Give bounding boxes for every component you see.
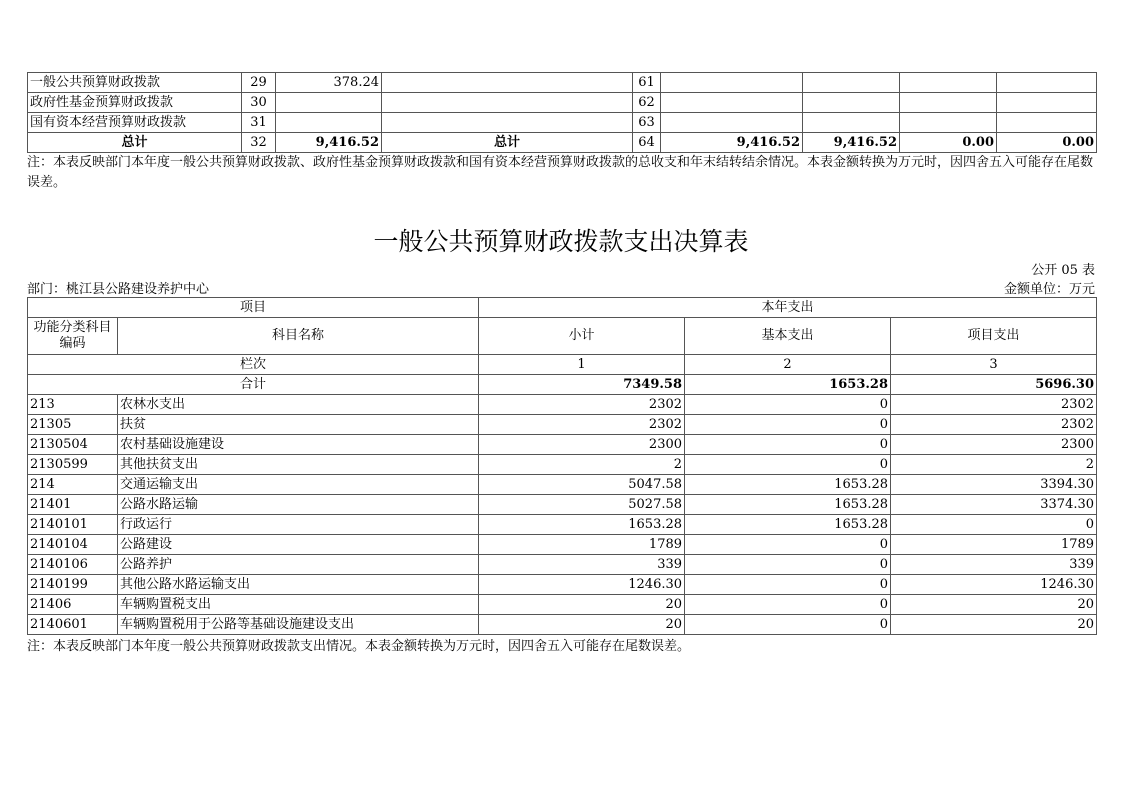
- subtotal-amount: 2300: [479, 435, 685, 455]
- table-row: [28, 535, 1097, 555]
- subtotal-amount: 2302: [479, 395, 685, 415]
- form-number: 公开 05 表: [1031, 263, 1095, 278]
- row-number-label: 栏次: [28, 355, 479, 375]
- expenditure-note: 注：本表反映部门本年度一般公共预算财政拨款支出情况。本表金额转换为万元时，因四舍五入可能存在尾数误差。: [27, 639, 691, 654]
- expense-item-label: [382, 93, 633, 113]
- project-expenditure: 20: [891, 615, 1097, 635]
- expense-item-label: [382, 113, 633, 133]
- expense-amount: [997, 73, 1097, 93]
- project-expenditure: 3394.30: [891, 475, 1097, 495]
- income-line-number: 30: [242, 93, 276, 113]
- basic-expenditure: 0: [685, 395, 891, 415]
- subject-code: 2140601: [28, 615, 118, 635]
- basic-expenditure: 0: [685, 555, 891, 575]
- income-item-label: 国有资本经营预算财政拨款: [28, 113, 242, 133]
- table-row: [28, 455, 1097, 475]
- subject-name: 行政运行: [118, 515, 479, 535]
- expense-item-label: [382, 73, 633, 93]
- total-project: 5696.30: [891, 375, 1097, 395]
- subtotal-amount: 5047.58: [479, 475, 685, 495]
- project-expenditure: 3374.30: [891, 495, 1097, 515]
- basic-expenditure: 0: [685, 415, 891, 435]
- header-project: 项目: [28, 298, 479, 318]
- subject-name: 其他公路水路运输支出: [118, 575, 479, 595]
- subject-name: 农林水支出: [118, 395, 479, 415]
- subject-name: 公路水路运输: [118, 495, 479, 515]
- expense-amount: [661, 113, 803, 133]
- table-row: [28, 615, 1097, 635]
- table-row: [28, 435, 1097, 455]
- subtotal-amount: 5027.58: [479, 495, 685, 515]
- expense-amount: [661, 73, 803, 93]
- subject-code: 2140199: [28, 575, 118, 595]
- subject-name: 农村基础设施建设: [118, 435, 479, 455]
- project-expenditure: 2302: [891, 415, 1097, 435]
- subtotal-amount: 1653.28: [479, 515, 685, 535]
- basic-expenditure: 0: [685, 615, 891, 635]
- table-row: [28, 415, 1097, 435]
- col-number-3: 3: [891, 355, 1097, 375]
- subject-name: 公路建设: [118, 535, 479, 555]
- income-line-number: 31: [242, 113, 276, 133]
- subtotal-amount: 1246.30: [479, 575, 685, 595]
- project-expenditure: 2300: [891, 435, 1097, 455]
- basic-expenditure: 1653.28: [685, 515, 891, 535]
- project-expenditure: 20: [891, 595, 1097, 615]
- subtotal-amount: 20: [479, 615, 685, 635]
- expense-amount: [997, 93, 1097, 113]
- income-item-label: 政府性基金预算财政拨款: [28, 93, 242, 113]
- expense-total-amount: 0.00: [900, 133, 997, 153]
- income-total-line-number: 32: [242, 133, 276, 153]
- expense-amount: [900, 113, 997, 133]
- summary-table: [27, 72, 1097, 153]
- subject-name: 公路养护: [118, 555, 479, 575]
- project-expenditure: 339: [891, 555, 1097, 575]
- table-row: [28, 495, 1097, 515]
- col-subtotal-header: 小计: [479, 318, 685, 355]
- expense-line-number: 61: [633, 73, 661, 93]
- col-number-2: 2: [685, 355, 891, 375]
- subtotal-amount: 2: [479, 455, 685, 475]
- project-expenditure: 2: [891, 455, 1097, 475]
- basic-expenditure: 0: [685, 455, 891, 475]
- subject-code: 2130599: [28, 455, 118, 475]
- subject-code: 2140106: [28, 555, 118, 575]
- income-item-label: 一般公共预算财政拨款: [28, 73, 242, 93]
- summary-row: [28, 73, 1097, 93]
- subject-name: 交通运输支出: [118, 475, 479, 495]
- summary-row: [28, 93, 1097, 113]
- header-year-expenditure: 本年支出: [479, 298, 1097, 318]
- subject-code: 21406: [28, 595, 118, 615]
- basic-expenditure: 1653.28: [685, 475, 891, 495]
- project-expenditure: 1246.30: [891, 575, 1097, 595]
- total-basic: 1653.28: [685, 375, 891, 395]
- income-amount: [276, 93, 382, 113]
- basic-expenditure: 0: [685, 575, 891, 595]
- table-row: [28, 555, 1097, 575]
- expense-amount: [900, 73, 997, 93]
- basic-expenditure: 0: [685, 535, 891, 555]
- basic-expenditure: 1653.28: [685, 495, 891, 515]
- subject-name: 其他扶贫支出: [118, 455, 479, 475]
- subject-name: 车辆购置税支出: [118, 595, 479, 615]
- table-row: [28, 475, 1097, 495]
- expense-total-amount: 9,416.52: [661, 133, 803, 153]
- subject-name: 扶贫: [118, 415, 479, 435]
- income-amount: 378.24: [276, 73, 382, 93]
- table-row: [28, 575, 1097, 595]
- table-row: [28, 515, 1097, 535]
- expense-amount: [803, 93, 900, 113]
- col-project-header: 项目支出: [891, 318, 1097, 355]
- subject-code: 2140104: [28, 535, 118, 555]
- subject-name: 车辆购置税用于公路等基础设施建设支出: [118, 615, 479, 635]
- table-row: [28, 395, 1097, 415]
- page-title: 一般公共预算财政拨款支出决算表: [373, 227, 749, 256]
- subtotal-amount: 339: [479, 555, 685, 575]
- expense-total-amount: 9,416.52: [803, 133, 900, 153]
- amount-unit-label: 金额单位：万元: [1003, 282, 1095, 297]
- income-total-amount: 9,416.52: [276, 133, 382, 153]
- expense-amount: [997, 113, 1097, 133]
- income-line-number: 29: [242, 73, 276, 93]
- col-basic-header: 基本支出: [685, 318, 891, 355]
- expense-amount: [803, 73, 900, 93]
- income-amount: [276, 113, 382, 133]
- summary-row: [28, 113, 1097, 133]
- subject-code: 21305: [28, 415, 118, 435]
- subject-code: 213: [28, 395, 118, 415]
- subtotal-amount: 1789: [479, 535, 685, 555]
- subject-code: 2140101: [28, 515, 118, 535]
- subtotal-amount: 20: [479, 595, 685, 615]
- subject-code: 2130504: [28, 435, 118, 455]
- department-label: 部门：桃江县公路建设养护中心: [27, 282, 210, 297]
- project-expenditure: 1789: [891, 535, 1097, 555]
- summary-total-row: [28, 133, 1097, 153]
- col-name-header: 科目名称: [118, 318, 479, 355]
- basic-expenditure: 0: [685, 435, 891, 455]
- expenditure-table: [27, 297, 1097, 635]
- summary-note: 注：本表反映部门本年度一般公共预算财政拨款、政府性基金预算财政拨款和国有资本经营预算财政拨款的总收支和年末结转结余情况。本表金额转换为万元时，因四舍五入可能存在尾数误差。: [27, 155, 1094, 190]
- expense-amount: [803, 113, 900, 133]
- expense-total-amount: 0.00: [997, 133, 1097, 153]
- expense-total-line-number: 64: [633, 133, 661, 153]
- project-expenditure: 2302: [891, 395, 1097, 415]
- expense-amount: [900, 93, 997, 113]
- expense-line-number: 62: [633, 93, 661, 113]
- total-subtotal: 7349.58: [479, 375, 685, 395]
- table-row: [28, 595, 1097, 615]
- income-total-label: 总计: [28, 133, 242, 153]
- expense-total-label: 总计: [382, 133, 633, 153]
- col-code-header: 功能分类科目编码: [28, 318, 118, 355]
- subtotal-amount: 2302: [479, 415, 685, 435]
- expense-line-number: 63: [633, 113, 661, 133]
- project-expenditure: 0: [891, 515, 1097, 535]
- basic-expenditure: 0: [685, 595, 891, 615]
- expense-amount: [661, 93, 803, 113]
- col-number-1: 1: [479, 355, 685, 375]
- subject-code: 21401: [28, 495, 118, 515]
- total-label: 合计: [28, 375, 479, 395]
- subject-code: 214: [28, 475, 118, 495]
